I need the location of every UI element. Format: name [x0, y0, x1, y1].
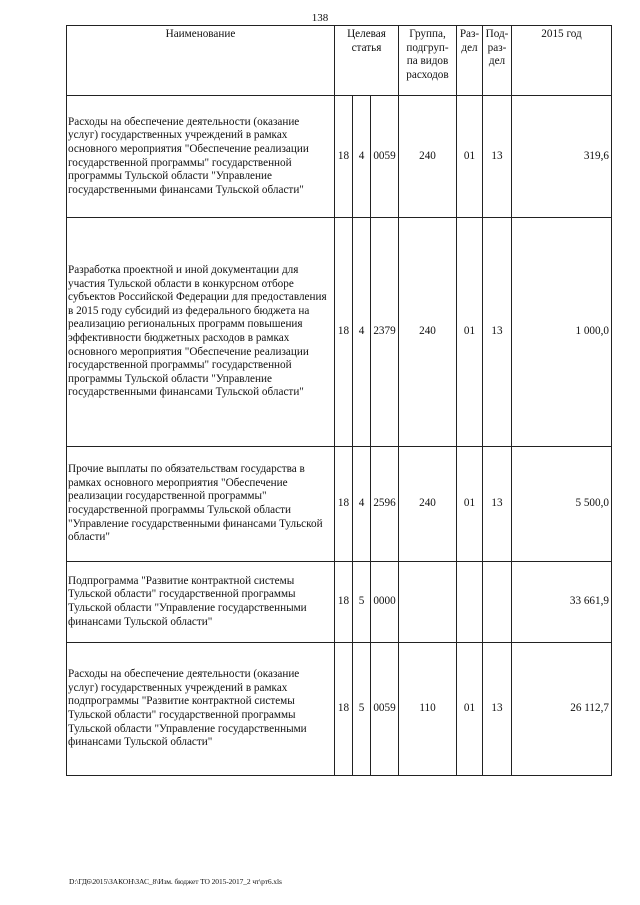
amount: 1 000,0	[512, 218, 612, 447]
header-section: Раз-дел	[457, 26, 483, 96]
target-part-1: 18	[335, 643, 353, 776]
amount: 319,6	[512, 96, 612, 218]
table-row	[67, 96, 612, 218]
target-part-3: 2596	[371, 447, 399, 562]
section-code: 01	[457, 96, 483, 218]
header-row	[67, 26, 612, 96]
row-name: Расходы на обеспечение деятельности (оказание услуг) государственных учреждений в рамках основного мероприятия "Обеспечение реализации государственной программы" государственной программы Тульской области "Управление государственными финансами Тульской области"	[67, 96, 335, 218]
group-code: 240	[399, 96, 457, 218]
section-code	[457, 562, 483, 643]
section-code: 01	[457, 447, 483, 562]
subsection-code	[483, 562, 512, 643]
table-row	[67, 447, 612, 562]
header-group: Группа, подгруп-па видов расходов	[399, 26, 457, 96]
section-code: 01	[457, 218, 483, 447]
table-row	[67, 218, 612, 447]
target-part-3: 0059	[371, 96, 399, 218]
row-name: Подпрограмма "Развитие контрактной системы Тульской области" государственной программы Тульской области "Управление государственными финансами Тульской области"	[67, 562, 335, 643]
header-name: Наименование	[67, 26, 335, 96]
group-code	[399, 562, 457, 643]
header-target: Целевая статья	[335, 26, 399, 96]
target-part-3: 2379	[371, 218, 399, 447]
target-part-2: 5	[353, 643, 371, 776]
target-part-1: 18	[335, 447, 353, 562]
group-code: 240	[399, 218, 457, 447]
row-name: Прочие выплаты по обязательствам государства в рамках основного мероприятия "Обеспечение реализации государственной программы" государственной программы Тульской области "Управление государственными финансами Тульской области"	[67, 447, 335, 562]
target-part-2: 5	[353, 562, 371, 643]
amount: 33 661,9	[512, 562, 612, 643]
target-part-1: 18	[335, 218, 353, 447]
subsection-code: 13	[483, 447, 512, 562]
target-part-2: 4	[353, 447, 371, 562]
target-part-3: 0059	[371, 643, 399, 776]
table-row	[67, 643, 612, 776]
subsection-code: 13	[483, 643, 512, 776]
target-part-2: 4	[353, 218, 371, 447]
amount: 5 500,0	[512, 447, 612, 562]
subsection-code: 13	[483, 96, 512, 218]
target-part-1: 18	[335, 562, 353, 643]
target-part-3: 0000	[371, 562, 399, 643]
subsection-code: 13	[483, 218, 512, 447]
section-code: 01	[457, 643, 483, 776]
amount: 26 112,7	[512, 643, 612, 776]
row-name: Расходы на обеспечение деятельности (оказание услуг) государственных учреждений в рамках подпрограммы "Развитие контрактной системы Тульской области" государственной программы Тульской области "Управление государственными финансами Тульской области"	[67, 643, 335, 776]
group-code: 240	[399, 447, 457, 562]
page-number: 138	[311, 12, 329, 24]
header-year: 2015 год	[512, 26, 612, 96]
budget-table	[66, 25, 612, 776]
target-part-2: 4	[353, 96, 371, 218]
table-row	[67, 562, 612, 643]
header-subsection: Под-раз-дел	[483, 26, 512, 96]
target-part-1: 18	[335, 96, 353, 218]
row-name: Разработка проектной и иной документации для участия Тульской области в конкурсном отборе субъектов Российской Федерации для предоставления в 2015 году субсидий из федерального бюджета на реализацию региональных программ повышения эффективности бюджетных расходов в рамках основного мероприятия "Обеспечение реализации государственной программы" государственной программы Тульской области "Управление государственными финансами Тульской области"	[67, 218, 335, 447]
group-code: 110	[399, 643, 457, 776]
file-path-footer: D:\ГД6\2015\ЗАКОН\ЗАС_8\Изм. бюджет ТО 2015-2017_2 чт\рт6.xls	[69, 877, 282, 886]
